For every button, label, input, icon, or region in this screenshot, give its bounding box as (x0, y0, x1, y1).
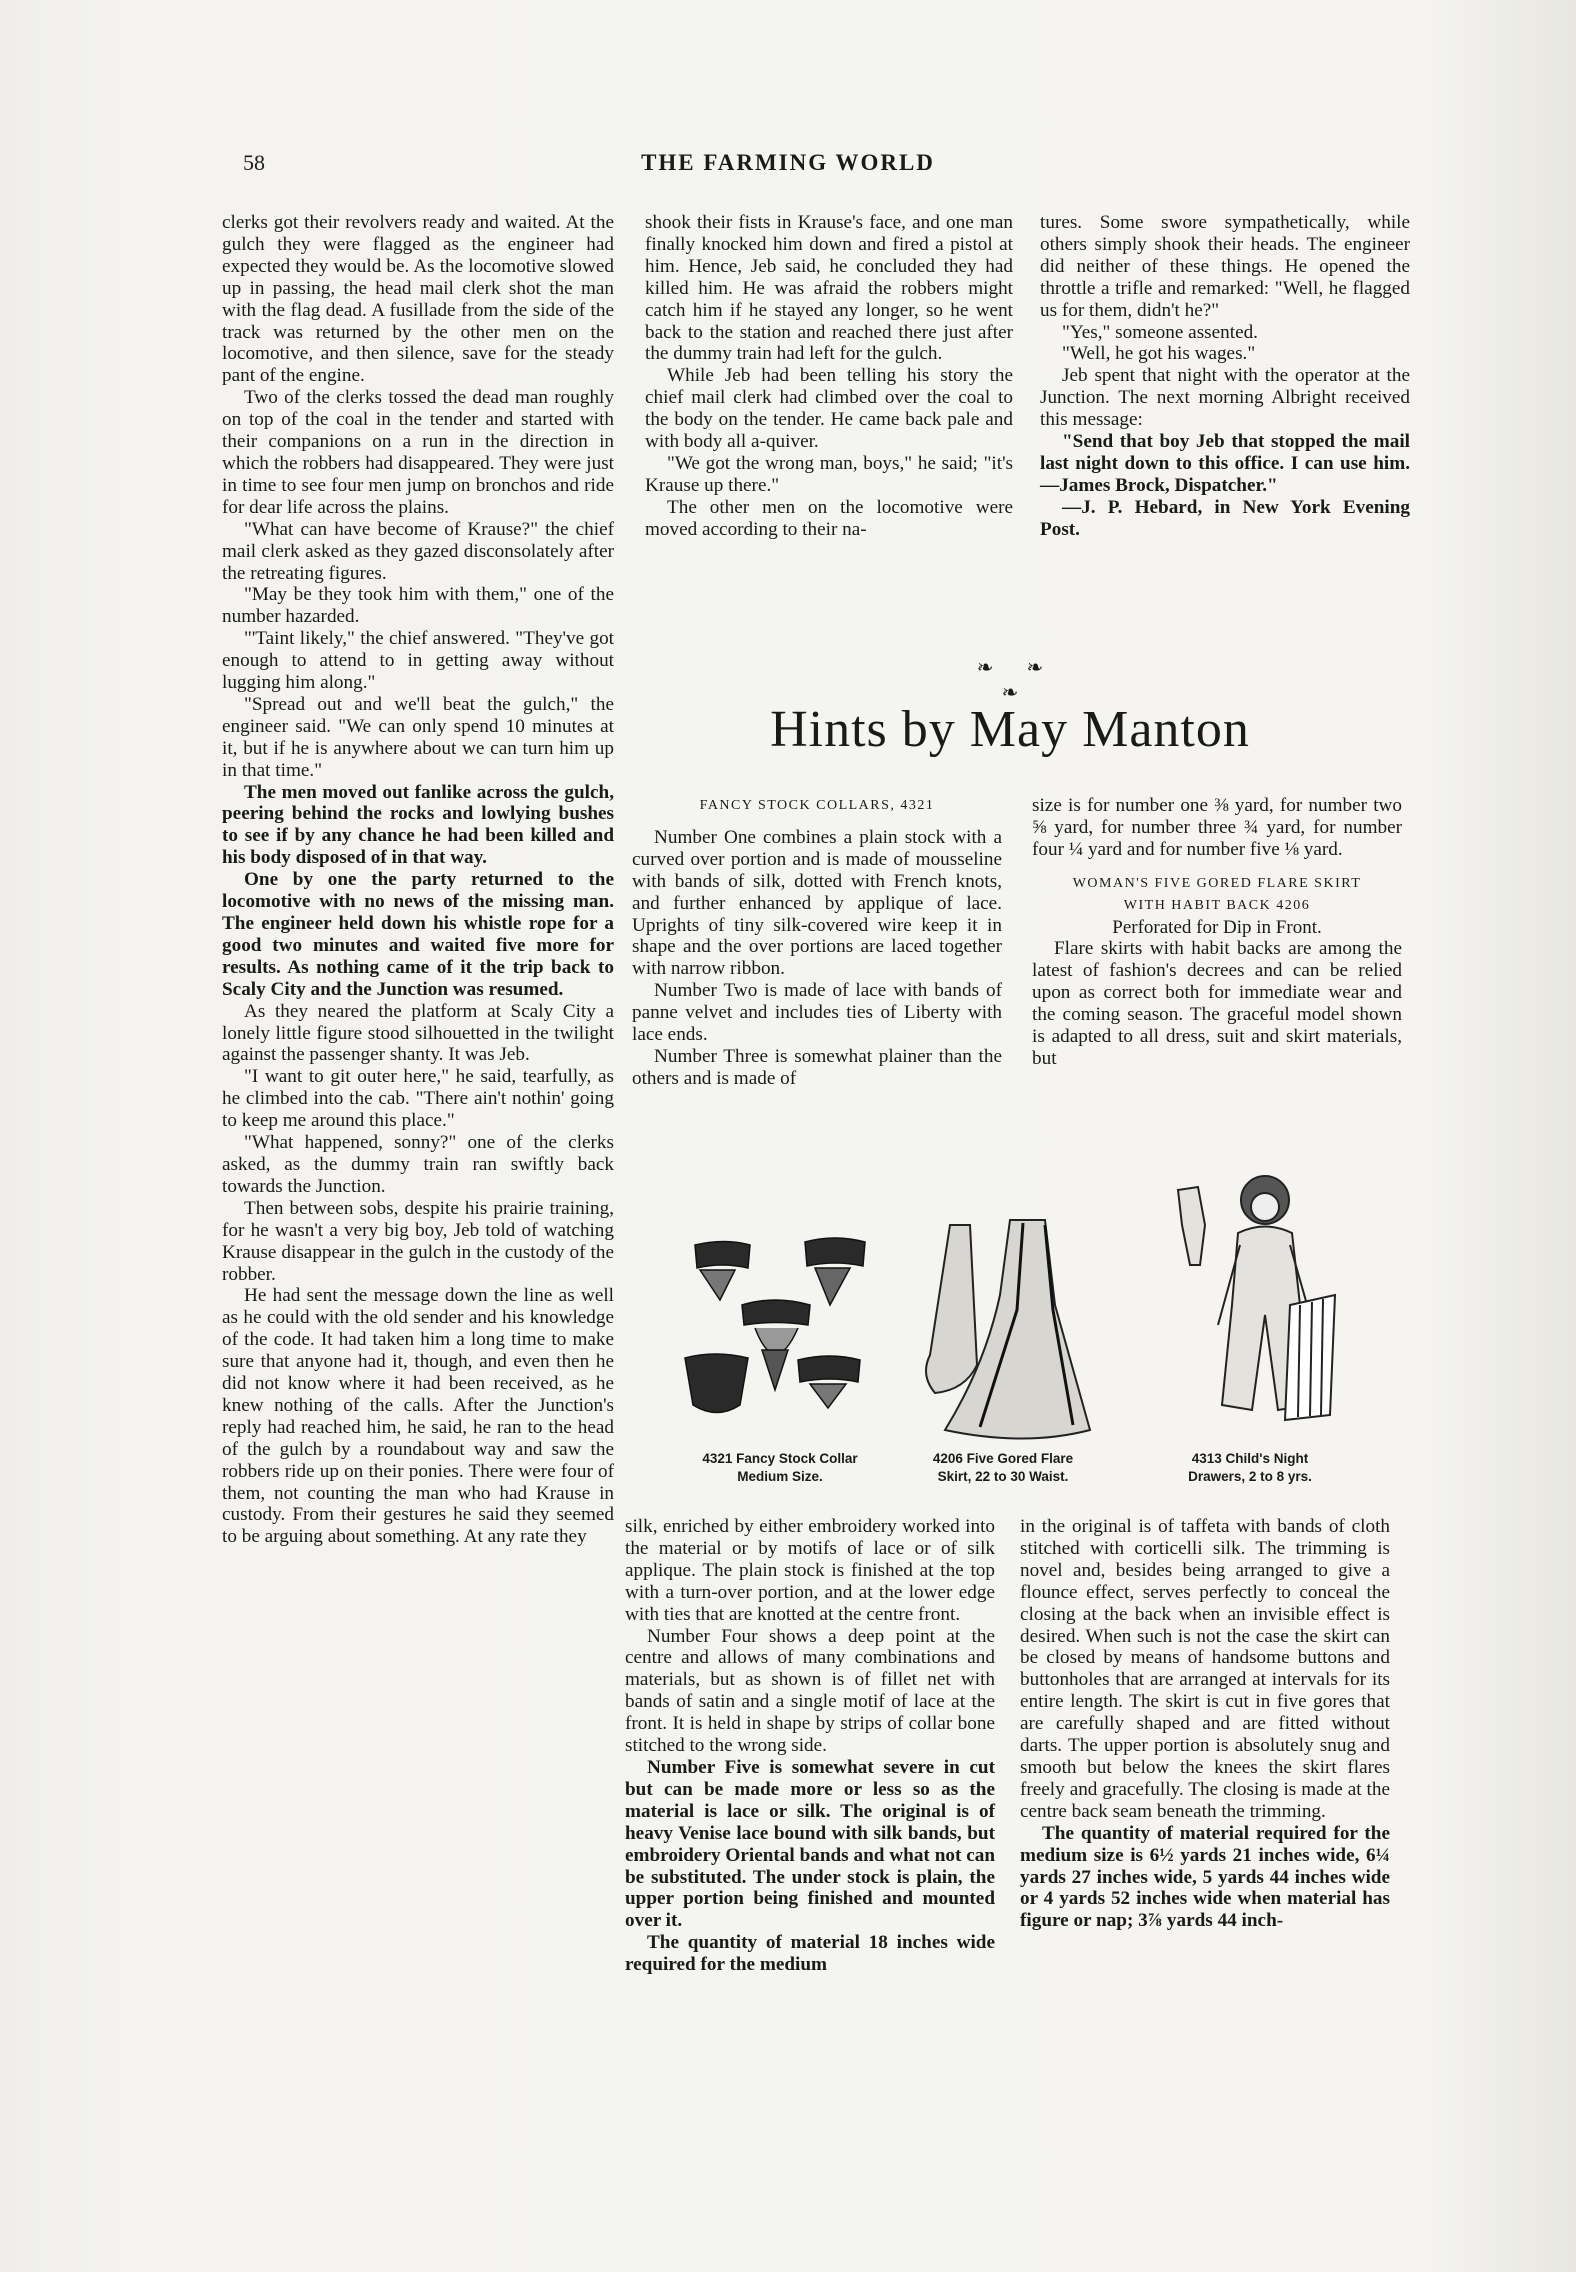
paragraph: "May be they took him with them," one of the number hazarded. (222, 584, 614, 628)
paragraph: in the original is of taffeta with bands of cloth stitched with corticelli silk. The trimming is novel and, besides being arranged to give a flounce effect, serves perfectly to conceal the closing at the back when an invisible effect is desired. When such is not the case the skirt can be closed by means of handsome buttons and buttonholes that are arranged at intervals for its entire length. The skirt is cut in five gores that are carefully shaped and are fitted without darts. The upper portion is absolutely snug and smooth but below the knees the skirt flares freely and gracefully. The closing is made at the centre back seam beneath the trimming. (1020, 1516, 1390, 1822)
figure-caption (888, 1450, 1118, 1486)
paragraph: Number Four shows a deep point at the centre and allows of many combinations and materials, but as shown is of fillet net with bands of satin and a single motif of lace at the front. It is held in shape by strips of collar bone stitched to the wrong side. (625, 1625, 995, 1757)
paragraph: As they neared the platform at Scaly City a lonely little figure stood silhouetted in the twilight against the passenger shanty. It was Jeb. (222, 1000, 614, 1066)
paragraph: He had sent the message down the line as well as he could with the old sender and his knowledge of the code. It had taken him a long time to make sure that anyone had it, though, and even then he did not know where it had been received, as he knew nothing of the calls. After the Junction's reply had reached him, he said, he ran to the head of the gulch by a roundabout way and saw the robbers ride up on their ponies. There were four of them, not counting the man who had Krause in custody. From their gestures he said they seemed to be arguing about something. At any rate they (222, 1285, 614, 1548)
section-heading: FANCY STOCK COLLARS, 4321 (699, 798, 935, 813)
paragraph: "Yes," someone assented. (1062, 321, 1258, 343)
paragraph: The quantity of material required for the medium size is 6½ yards 21 inches wide, 6¼ yards 27 inches wide, 5 yards 44 inches wide or 4 yards 52 inches wide when material has figure or nap; 3⅞ yards 44 inch- (1020, 1822, 1390, 1932)
paragraph: Then between sobs, despite his prairie training, for he wasn't a very big boy, Jeb told of watching Krause disappear in the gulch in the custody of the robber. (222, 1197, 614, 1285)
paragraph: Flare skirts with habit backs are among the latest of fashion's decrees and can be relied upon as correct both for immediate wear and the coming season. The graceful model shown is adapted to all dress, suit and skirt materials, but (1032, 938, 1402, 1069)
child-nightdrawers-illustration (1160, 1165, 1340, 1435)
byline: —J. P. Hebard, in New York Evening Post. (1040, 496, 1410, 540)
collar-illustration (680, 1230, 890, 1440)
paragraph: Number One combines a plain stock with a curved over portion and is made of mousseline with bands of silk, dotted with French knots, and further enhanced by applique of lace. Uprights of tiny silk-covered wire keep it in shape and the over portions are laced together with narrow ribbon. (632, 826, 1002, 980)
subheading: Perforated for Dip in Front. (1112, 916, 1322, 938)
column-3-top (1040, 212, 1410, 541)
paragraph: "Well, he got his wages." (1062, 343, 1256, 365)
child-nightdrawers-illustration-icon (1160, 1165, 1340, 1435)
skirt-illustration (905, 1215, 1105, 1445)
paragraph: "We got the wrong man, boys," he said; "it's Krause up there." (645, 452, 1013, 496)
section-heading: WITH HABIT BACK 4206 (1123, 897, 1311, 913)
caption-line: 4321 Fancy Stock Collar (702, 1451, 858, 1466)
column-3-mid (1032, 795, 1402, 1070)
paragraph: One by one the party returned to the locomotive with no news of the missing man. The engineer held down his whistle rope for a good two minutes and waited five more for results. As nothing came of it the trip back to Scaly City and the Junction was resumed. (222, 869, 614, 1000)
figure-caption (1150, 1450, 1350, 1486)
paragraph: "I want to git outer here," he said, tearfully, as he climbed into the cab. "There ain't nothin' going to keep me around this place." (222, 1066, 614, 1132)
paragraph: size is for number one ⅜ yard, for number two ⅝ yard, for number three ¾ yard, for number four ¼ yard and for number five ⅛ yard. (1032, 795, 1402, 860)
column-2-top (645, 212, 1013, 541)
column-2-bottom (625, 1516, 995, 1976)
paragraph: The quantity of material 18 inches wide required for the medium (625, 1932, 995, 1976)
section-title: Hints by May Manton (770, 701, 1250, 758)
paragraph: "'Taint likely," the chief answered. "They've got enough to attend to in getting away without lugging him along." (222, 628, 614, 694)
column-3-bottom (1020, 1516, 1390, 1932)
page-number: 58 (243, 150, 265, 175)
caption-line: Medium Size. (737, 1469, 823, 1484)
paragraph: Number Three is somewhat plainer than the others and is made of (632, 1045, 1002, 1089)
paragraph: tures. Some swore sympathetically, while others simply shook their heads. The engineer did neither of these things. He opened the throttle a trifle and remarked: "Well, he flagged us for them, didn't he?" (1040, 212, 1410, 321)
paragraph: The other men on the locomotive were moved according to their na- (645, 496, 1013, 540)
figure-caption (660, 1450, 900, 1486)
paragraph: "What happened, sonny?" one of the clerks asked, as the dummy train ran swiftly back towards the Junction. (222, 1132, 614, 1197)
caption-line: 4206 Five Gored Flare (932, 1451, 1074, 1466)
paragraph: While Jeb had been telling his story the chief mail clerk had climbed over the coal to the body on the tender. He came back pale and with body all a-quiver. (645, 365, 1013, 453)
paragraph: clerks got their revolvers ready and waited. At the gulch they were flagged as the engineer had expected they would be. As the locomotive slowed up in passing, the head mail clerk shot the man with the flag dead. A fusillade from the side of the track was returned by the other men on the locomotive, and then silence, save for the steady pant of the engine. (222, 212, 614, 387)
caption-line: Drawers, 2 to 8 yrs. (1188, 1469, 1312, 1484)
running-head: THE FARMING WORLD (641, 150, 935, 175)
paragraph: The men moved out fanlike across the gulch, peering behind the rocks and lowlying bushes to see if by any chance he had been killed and his body disposed of in that way. (222, 781, 614, 869)
skirt-illustration-icon (905, 1215, 1105, 1445)
section-heading: WOMAN'S FIVE GORED FLARE SKIRT (1072, 875, 1362, 891)
paragraph: Number Five is somewhat severe in cut but can be made more or less so as the material is lace or silk. The original is of heavy Venise lace bound with silk bands, but embroidery Oriental bands and what not can be substituted. The under stock is plain, the upper portion being finished and mounted over it. (625, 1756, 995, 1932)
collar-illustration-icon (680, 1230, 890, 1440)
paragraph: "Send that boy Jeb that stopped the mail last night down to this office. I can use him.—James Brock, Dispatcher." (1040, 431, 1410, 496)
caption-line: 4313 Child's Night (1191, 1451, 1309, 1466)
column-2-mid (632, 795, 1002, 1090)
paragraph: Two of the clerks tossed the dead man roughly on top of the coal in the tender and started with their companions on a run in the direction in which the robbers had disappeared. They were just in time to see four men jump on bronchos and ride for dear life across the plains. (222, 387, 614, 518)
paragraph: "Spread out and we'll beat the gulch," the engineer said. "We can only spend 10 minutes at it, but if he is anywhere about we can turn him up in that time." (222, 693, 614, 781)
paragraph: Number Two is made of lace with bands of panne velvet and includes ties of Liberty with lace ends. (632, 980, 1002, 1046)
paragraph: shook their fists in Krause's face, and one man finally knocked him down and fired a pistol at him. Hence, Jeb said, he concluded they had killed him. He was afraid the robbers might catch him if he stayed any longer, so he went back to the station and reached there just after the dummy train had left for the gulch. (645, 212, 1013, 365)
paragraph: Jeb spent that night with the operator at the Junction. The next morning Albright received this message: (1040, 365, 1410, 431)
paragraph: silk, enriched by either embroidery worked into the material or by motifs of lace or of silk applique. The plain stock is finished at the top with a turn-over portion, and at the lower edge with ties that are knotted at the centre front. (625, 1516, 995, 1625)
column-1 (222, 212, 614, 1548)
caption-line: Skirt, 22 to 30 Waist. (937, 1469, 1069, 1484)
paragraph: "What can have become of Krause?" the chief mail clerk asked as they gazed disconsolately after the retreating figures. (222, 518, 614, 584)
ornament: ❧ ❧ ❧ (976, 657, 1058, 704)
